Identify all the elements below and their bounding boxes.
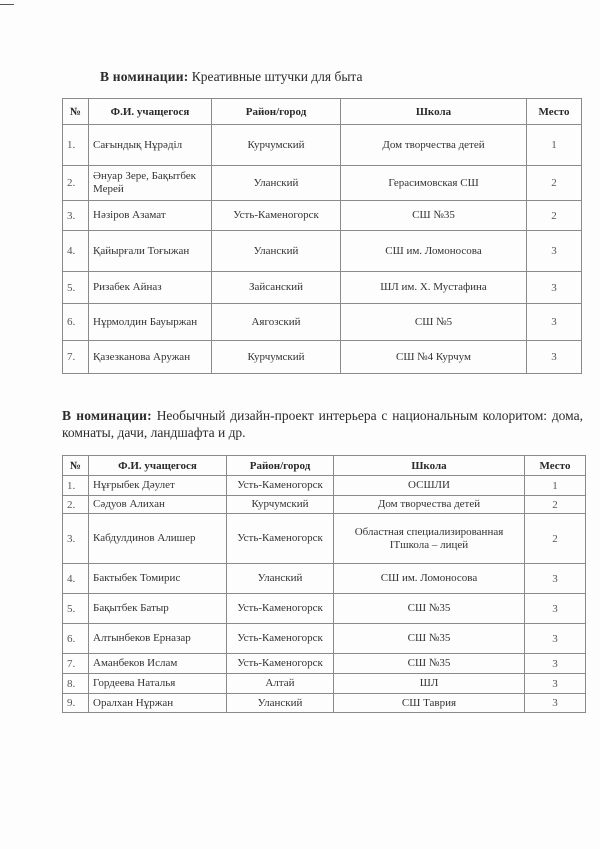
results-table-1 (62, 98, 582, 374)
row-num: 3. (63, 514, 89, 564)
district: Алтай (227, 674, 334, 694)
header-school: Школа (341, 99, 527, 125)
school: СШ №35 (334, 654, 525, 674)
school: СШ №35 (334, 594, 525, 624)
section1-heading (100, 68, 362, 85)
district: Уланский (227, 694, 334, 713)
place: 3 (525, 674, 586, 694)
row-num: 7. (63, 341, 89, 374)
place: 3 (527, 341, 582, 374)
table-row (63, 654, 586, 674)
student-name: Бактыбек Томирис (89, 564, 227, 594)
table-row (63, 496, 586, 514)
row-num: 9. (63, 694, 89, 713)
student-name: Сәдуов Алихан (89, 496, 227, 514)
row-num: 2. (63, 496, 89, 514)
table-row (63, 594, 586, 624)
header-name: Ф.И. учащегося (89, 99, 212, 125)
place: 3 (527, 231, 582, 272)
school: Дом творчества детей (341, 125, 527, 166)
place: 2 (527, 166, 582, 201)
place: 3 (525, 594, 586, 624)
table-header-row (63, 99, 582, 125)
place: 1 (525, 476, 586, 496)
header-name: Ф.И. учащегося (89, 456, 227, 476)
table-row (63, 125, 582, 166)
header-school: Школа (334, 456, 525, 476)
student-name: Әнуар Зере, Бақытбек Мерей (89, 166, 212, 201)
place: 1 (527, 125, 582, 166)
school: СШ им. Ломоносова (341, 231, 527, 272)
student-name: Қайырғали Тоғыжан (89, 231, 212, 272)
table-row (63, 624, 586, 654)
row-num: 7. (63, 654, 89, 674)
district: Аягозский (212, 304, 341, 341)
header-num: № (63, 99, 89, 125)
table-row (63, 341, 582, 374)
row-num: 5. (63, 594, 89, 624)
district: Курчумский (227, 496, 334, 514)
section2-title: Необычный дизайн-проект интерьера с национальным колоритом: дома, комнаты, дачи, ландшафта и др. (62, 408, 583, 440)
row-num: 1. (63, 476, 89, 496)
student-name: Алтынбеков Ерназар (89, 624, 227, 654)
district: Усть-Каменогорск (227, 594, 334, 624)
place: 2 (527, 201, 582, 231)
table-row (63, 476, 586, 496)
district: Курчумский (212, 341, 341, 374)
header-place: Место (525, 456, 586, 476)
school: Дом творчества детей (334, 496, 525, 514)
header-num: № (63, 456, 89, 476)
nomination-label: В номинации: (62, 408, 152, 423)
student-name: Ризабек Айназ (89, 272, 212, 304)
district: Усть-Каменогорск (227, 624, 334, 654)
table-row (63, 231, 582, 272)
row-num: 4. (63, 231, 89, 272)
scan-edge-mark (0, 4, 14, 5)
table-row (63, 514, 586, 564)
student-name: Оралхан Нұржан (89, 694, 227, 713)
school: ОСШЛИ (334, 476, 525, 496)
district: Усть-Каменогорск (227, 476, 334, 496)
table-row (63, 304, 582, 341)
results-table-2 (62, 455, 586, 713)
school: СШ №5 (341, 304, 527, 341)
row-num: 2. (63, 166, 89, 201)
student-name: Нұғрыбек Дәулет (89, 476, 227, 496)
row-num: 6. (63, 624, 89, 654)
student-name: Сағындық Нұрәділ (89, 125, 212, 166)
table-row (63, 564, 586, 594)
district: Зайсанский (212, 272, 341, 304)
place: 3 (525, 624, 586, 654)
place: 3 (525, 654, 586, 674)
table-row (63, 272, 582, 304)
school: ШЛ им. Х. Мустафина (341, 272, 527, 304)
table-header-row (63, 456, 586, 476)
place: 3 (525, 564, 586, 594)
student-name: Нұрмолдин Бауыржан (89, 304, 212, 341)
school: СШ №4 Курчум (341, 341, 527, 374)
nomination-label: В номинации: (100, 69, 189, 84)
place: 3 (525, 694, 586, 713)
row-num: 5. (63, 272, 89, 304)
table-row (63, 201, 582, 231)
row-num: 6. (63, 304, 89, 341)
school: ШЛ (334, 674, 525, 694)
school: СШ №35 (334, 624, 525, 654)
section2-heading (62, 407, 583, 441)
student-name: Аманбеков Ислам (89, 654, 227, 674)
district: Уланский (227, 564, 334, 594)
district: Курчумский (212, 125, 341, 166)
place: 2 (525, 496, 586, 514)
school: СШ им. Ломоносова (334, 564, 525, 594)
district: Усть-Каменогорск (227, 514, 334, 564)
place: 3 (527, 272, 582, 304)
school: Областная специализированная ITшкола – лицей (334, 514, 525, 564)
school: СШ №35 (341, 201, 527, 231)
header-place: Место (527, 99, 582, 125)
district: Уланский (212, 231, 341, 272)
school: Герасимовская СШ (341, 166, 527, 201)
district: Усть-Каменогорск (212, 201, 341, 231)
row-num: 1. (63, 125, 89, 166)
row-num: 4. (63, 564, 89, 594)
district: Уланский (212, 166, 341, 201)
table-row (63, 674, 586, 694)
student-name: Бақытбек Батыр (89, 594, 227, 624)
row-num: 8. (63, 674, 89, 694)
section1-title: Креативные штучки для быта (191, 69, 363, 84)
place: 2 (525, 514, 586, 564)
student-name: Гордеева Наталья (89, 674, 227, 694)
row-num: 3. (63, 201, 89, 231)
school: СШ Таврия (334, 694, 525, 713)
table-row (63, 694, 586, 713)
student-name: Қазезканова Аружан (89, 341, 212, 374)
place: 3 (527, 304, 582, 341)
student-name: Нәзіров Азамат (89, 201, 212, 231)
table-row (63, 166, 582, 201)
student-name: Кабдулдинов Алишер (89, 514, 227, 564)
district: Усть-Каменогорск (227, 654, 334, 674)
header-district: Район/город (227, 456, 334, 476)
header-district: Район/город (212, 99, 341, 125)
